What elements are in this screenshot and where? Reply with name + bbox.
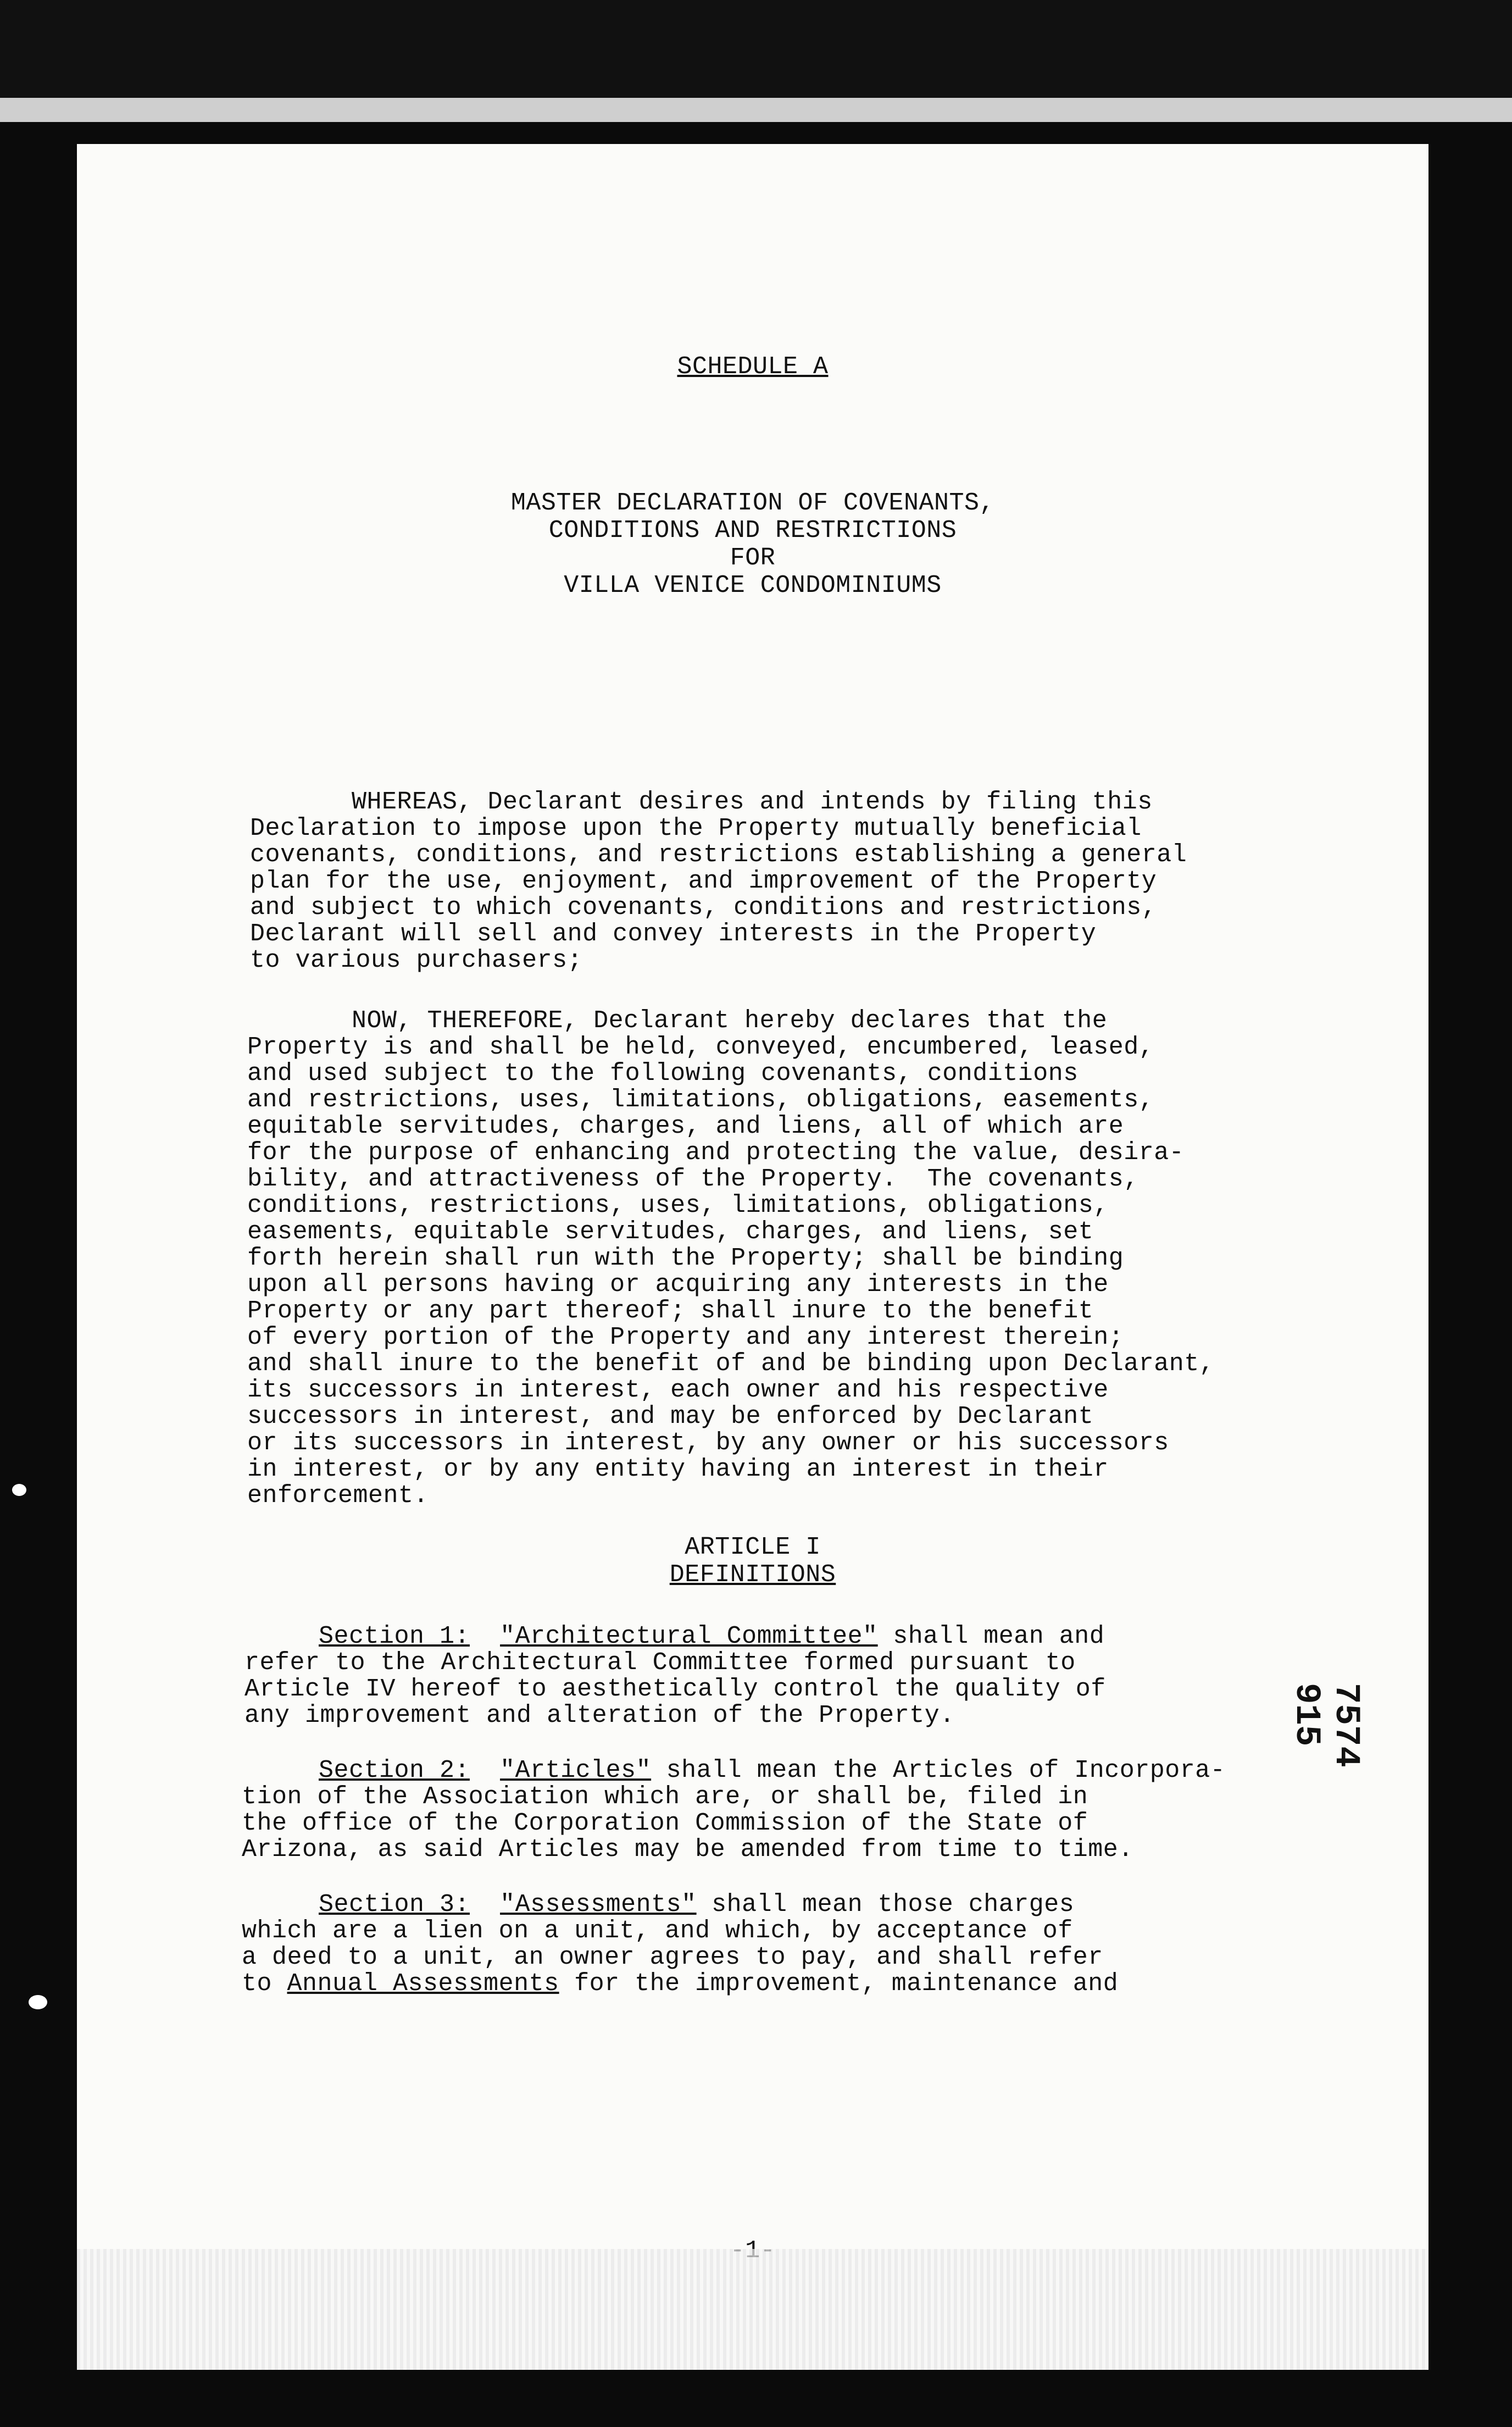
scan-light-band xyxy=(0,98,1512,122)
now-therefore-line: for the purpose of enhancing and protecting the value, desira- xyxy=(247,1139,1185,1167)
recording-stamp: 7574 915 xyxy=(1286,1683,1365,1767)
section-text: shall mean the Articles of Incorpora- xyxy=(651,1756,1226,1785)
declaration-title-line-2: CONDITIONS AND RESTRICTIONS xyxy=(548,517,957,545)
section-label: Section 3: xyxy=(319,1891,470,1919)
article-heading: ARTICLE I xyxy=(685,1533,821,1561)
section-1-line: Article IV hereof to aesthetically control the quality of xyxy=(244,1675,1106,1703)
whereas-line: covenants, conditions, and restrictions establishing a general xyxy=(250,841,1187,869)
now-therefore-line: bility, and attractiveness of the Property. The covenants, xyxy=(247,1165,1139,1193)
section-3-line: which are a lien on a unit, and which, by acceptance of xyxy=(242,1917,1073,1945)
section-1-line: refer to the Architectural Committee formed pursuant to xyxy=(244,1649,1076,1677)
now-therefore-line: Property is and shall be held, conveyed, encumbered, leased, xyxy=(247,1033,1154,1061)
section-2-line: tion of the Association which are, or shall be, filed in xyxy=(242,1783,1088,1811)
schedule-title: SCHEDULE A xyxy=(677,353,829,381)
section-3-line: a deed to a unit, an owner agrees to pay, and shall refer xyxy=(242,1943,1103,1971)
now-therefore-line: or its successors in interest, by any owner or his successors xyxy=(247,1429,1169,1457)
now-therefore-line: in interest, or by any entity having an interest in their xyxy=(247,1455,1109,1483)
section-text: for the improvement, maintenance and xyxy=(559,1970,1119,1998)
section-text: shall mean those charges xyxy=(696,1891,1075,1919)
defined-term: "Architectural Committee" xyxy=(500,1622,878,1650)
scan-speck xyxy=(29,1995,47,2009)
section-label: Section 2: xyxy=(319,1756,470,1785)
section-text: to xyxy=(242,1970,287,1998)
section-1-line: any improvement and alteration of the Property. xyxy=(244,1702,955,1730)
section-3-first-line xyxy=(319,1892,1074,1918)
section-1-first-line xyxy=(319,1623,1104,1650)
now-therefore-line: and restrictions, uses, limitations, obligations, easements, xyxy=(247,1086,1154,1114)
now-therefore-line: and used subject to the following covenants, conditions xyxy=(247,1060,1079,1088)
now-therefore-line: upon all persons having or acquiring any interests in the xyxy=(247,1271,1109,1299)
whereas-line: Declarant will sell and convey interests in the Property xyxy=(250,920,1097,948)
scan-noise xyxy=(77,2249,1428,2370)
now-therefore-line: enforcement. xyxy=(247,1482,429,1510)
now-therefore-line: equitable servitudes, charges, and liens, all of which are xyxy=(247,1112,1124,1140)
article-subheading: DEFINITIONS xyxy=(669,1561,836,1589)
now-therefore-line: successors in interest, and may be enforced by Declarant xyxy=(247,1403,1094,1431)
now-therefore-line: easements, equitable servitudes, charges, and liens, set xyxy=(247,1218,1094,1246)
section-3-last-line xyxy=(242,1971,1118,1997)
defined-term: "Articles" xyxy=(500,1756,652,1785)
whereas-line: plan for the use, enjoyment, and improvement of the Property xyxy=(250,867,1157,895)
defined-term: Annual Assessments xyxy=(287,1970,559,1998)
section-text: shall mean and xyxy=(877,1622,1105,1650)
whereas-line: to various purchasers; xyxy=(250,946,583,974)
now-therefore-line: Property or any part thereof; shall inure to the benefit xyxy=(247,1297,1094,1325)
scan-top-border xyxy=(0,0,1512,98)
whereas-line: Declaration to impose upon the Property mutually beneficial xyxy=(250,814,1142,843)
whereas-line: and subject to which covenants, conditions and restrictions, xyxy=(250,894,1157,922)
now-therefore-line: forth herein shall run with the Property; shall be binding xyxy=(247,1244,1124,1272)
section-label: Section 1: xyxy=(319,1622,470,1650)
now-therefore-line: of every portion of the Property and any interest therein; xyxy=(247,1323,1124,1351)
declaration-title-line-4: VILLA VENICE CONDOMINIUMS xyxy=(564,572,942,600)
now-therefore-line: and shall inure to the benefit of and be binding upon Declarant, xyxy=(247,1350,1215,1378)
now-therefore-line: conditions, restrictions, uses, limitations, obligations, xyxy=(247,1192,1109,1220)
scan-speck xyxy=(12,1484,26,1496)
document-page xyxy=(77,144,1428,2370)
defined-term: "Assessments" xyxy=(500,1891,697,1919)
section-2-line: the office of the Corporation Commission of the State of xyxy=(242,1809,1088,1837)
declaration-title-line-3: FOR xyxy=(730,544,776,572)
whereas-line: WHEREAS, Declarant desires and intends by filing this xyxy=(352,788,1153,816)
section-2-line: Arizona, as said Articles may be amended from time to time. xyxy=(242,1836,1133,1864)
section-2-first-line xyxy=(319,1758,1225,1784)
declaration-title-line-1: MASTER DECLARATION OF COVENANTS, xyxy=(510,489,995,517)
now-therefore-line: NOW, THEREFORE, Declarant hereby declares that the xyxy=(352,1007,1108,1035)
now-therefore-line: its successors in interest, each owner and his respective xyxy=(247,1376,1109,1404)
